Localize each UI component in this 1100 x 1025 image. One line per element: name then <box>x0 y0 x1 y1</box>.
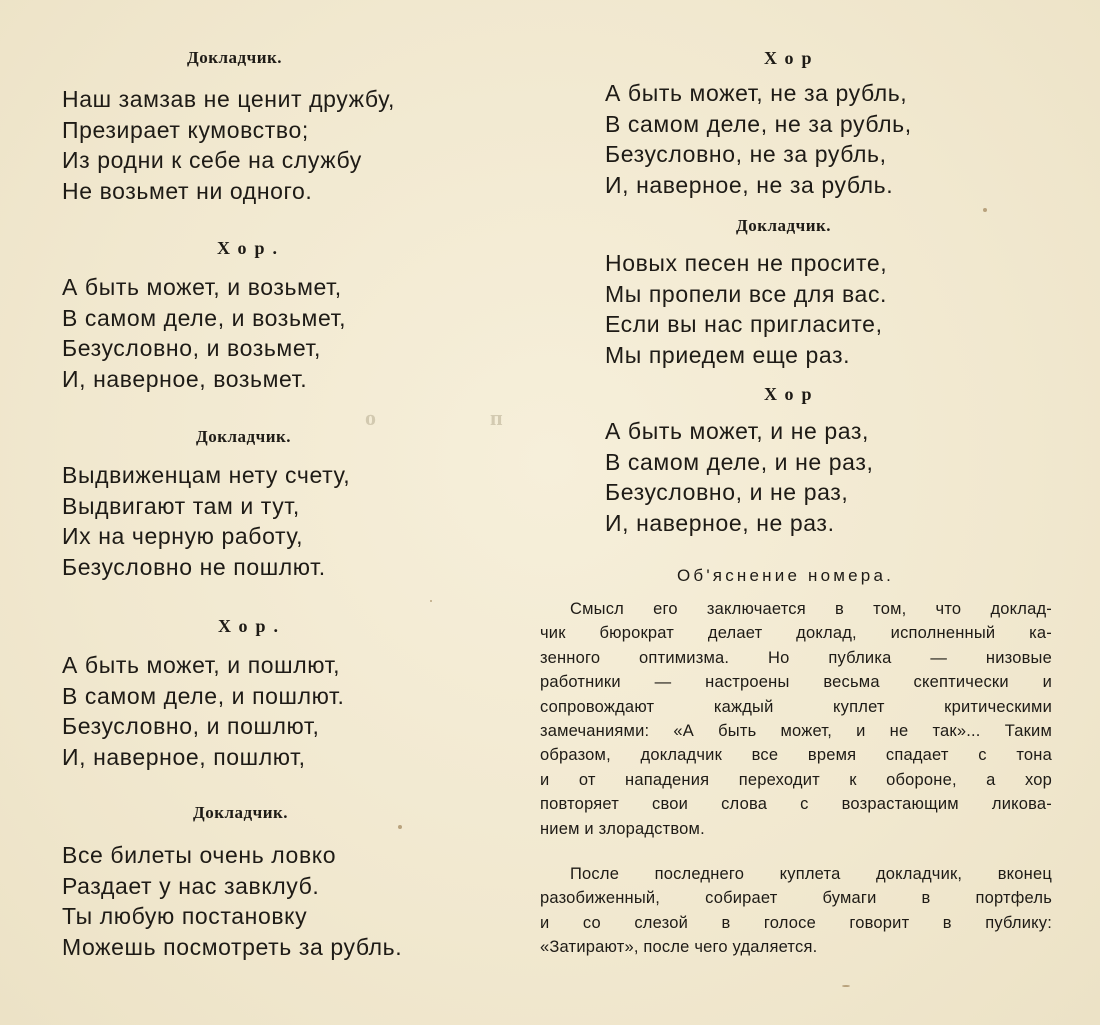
verse <box>62 840 402 962</box>
verse-line: Новых песен не просите, <box>605 250 888 276</box>
verse-line: А быть может, и не раз, <box>605 418 870 444</box>
explanation-line: образом, докладчик все время спадает с тона <box>540 746 1052 765</box>
verse-line: Раздает у нас завклуб. <box>62 872 320 899</box>
verse <box>62 84 395 206</box>
verse-line: Из родни к себе на службу <box>62 147 362 173</box>
verse <box>62 272 346 394</box>
explanation-line: После последнего куплета докладчик, вконец <box>570 865 1052 883</box>
verse-line: А быть может, не за рубль, <box>605 80 908 106</box>
verse-line: Не возьмет ни одного. <box>62 177 313 204</box>
explanation-line: «Затирают», после чего удаляется. <box>540 938 818 957</box>
verse-line: Можешь посмотреть за рубль. <box>62 933 403 960</box>
speaker-heading: Докладчик. <box>193 803 289 822</box>
verse-line: В самом деле, и возьмет, <box>62 304 347 331</box>
verse-line: И, наверное, не за рубль. <box>605 171 894 198</box>
verse-line: Безусловно, и возьмет, <box>62 335 322 361</box>
explanation-line: чик бюрократ делает доклад, исполненный ка- <box>540 624 1052 643</box>
verse-line: И, наверное, возьмет. <box>62 365 308 392</box>
explanation-line: нием и злорадством. <box>540 819 705 838</box>
verse-line: Мы приедем еще раз. <box>605 341 851 368</box>
verse-line: В самом деле, не за рубль, <box>605 110 912 137</box>
verse-line: Безусловно, не за рубль, <box>605 141 887 167</box>
chorus-heading: Хор. <box>218 616 286 636</box>
verse-line: Выдвиженцам нету счету, <box>62 462 351 488</box>
verse-line: А быть может, и возьмет, <box>62 274 342 300</box>
chorus-heading: Хор. <box>217 238 285 258</box>
verse-line: Ты любую постановку <box>62 903 308 929</box>
explanation-line: зенного оптимизма. Но публика — низовые <box>540 648 1052 667</box>
verse-line: Безусловно, и не раз, <box>605 479 849 505</box>
verse-line: Выдвигают там и тут, <box>62 492 300 519</box>
verse <box>605 248 887 370</box>
verse-line: В самом деле, и пошлют. <box>62 682 345 709</box>
verse-line: Мы пропели все для вас. <box>605 280 888 307</box>
verse-line: Презирает кумовство; <box>62 116 309 143</box>
explanation-line: повторяет свои слова с возрастающим ликова- <box>540 795 1052 814</box>
explanation-paragraph <box>540 862 1052 960</box>
chorus-heading: Хор <box>764 384 820 404</box>
explanation-line: разобиженный, собирает бумаги в портфель <box>540 889 1052 908</box>
explanation-line: Смысл его заключается в том, что доклад- <box>570 600 1052 618</box>
verse <box>605 78 912 200</box>
verse-line: Наш замзав не ценит дружбу, <box>62 86 395 112</box>
speaker-heading: Докладчик. <box>187 48 283 67</box>
explanation-line: работники — настроены весьма скептически и <box>540 673 1052 692</box>
verse-line: Безусловно, и пошлют, <box>62 713 320 739</box>
verse <box>62 460 350 582</box>
verse-line: Их на черную работу, <box>62 523 304 549</box>
verse-line: Безусловно не пошлют. <box>62 553 326 580</box>
verse <box>62 650 345 772</box>
explanation-line: и со слезой в голосе говорит в публику: <box>540 913 1052 932</box>
verse-line: А быть может, и пошлют, <box>62 652 341 678</box>
verse-line: В самом деле, и не раз, <box>605 448 874 475</box>
explanation-paragraph <box>540 597 1052 841</box>
speaker-heading: Докладчик. <box>196 427 292 446</box>
verse-line: Все билеты очень ловко <box>62 842 337 868</box>
verse-line: Если вы нас пригласите, <box>605 311 883 337</box>
bleed-through-mark: п <box>490 405 503 430</box>
explanation-title: Об'яснение номера. <box>677 566 895 585</box>
explanation-line: замечаниями: «А быть может, и не так»... Таким <box>540 721 1052 740</box>
explanation-line: сопровождают каждый куплет критическими <box>540 697 1052 716</box>
explanation-line: и от нападения переходит к обороне, а хор <box>540 770 1052 789</box>
speaker-heading: Докладчик. <box>736 216 832 235</box>
verse-line: И, наверное, не раз. <box>605 509 835 536</box>
chorus-heading: Хор <box>764 48 820 68</box>
verse-line: И, наверное, пошлют, <box>62 743 306 770</box>
bleed-through-mark: о <box>365 405 376 430</box>
verse <box>605 416 873 538</box>
